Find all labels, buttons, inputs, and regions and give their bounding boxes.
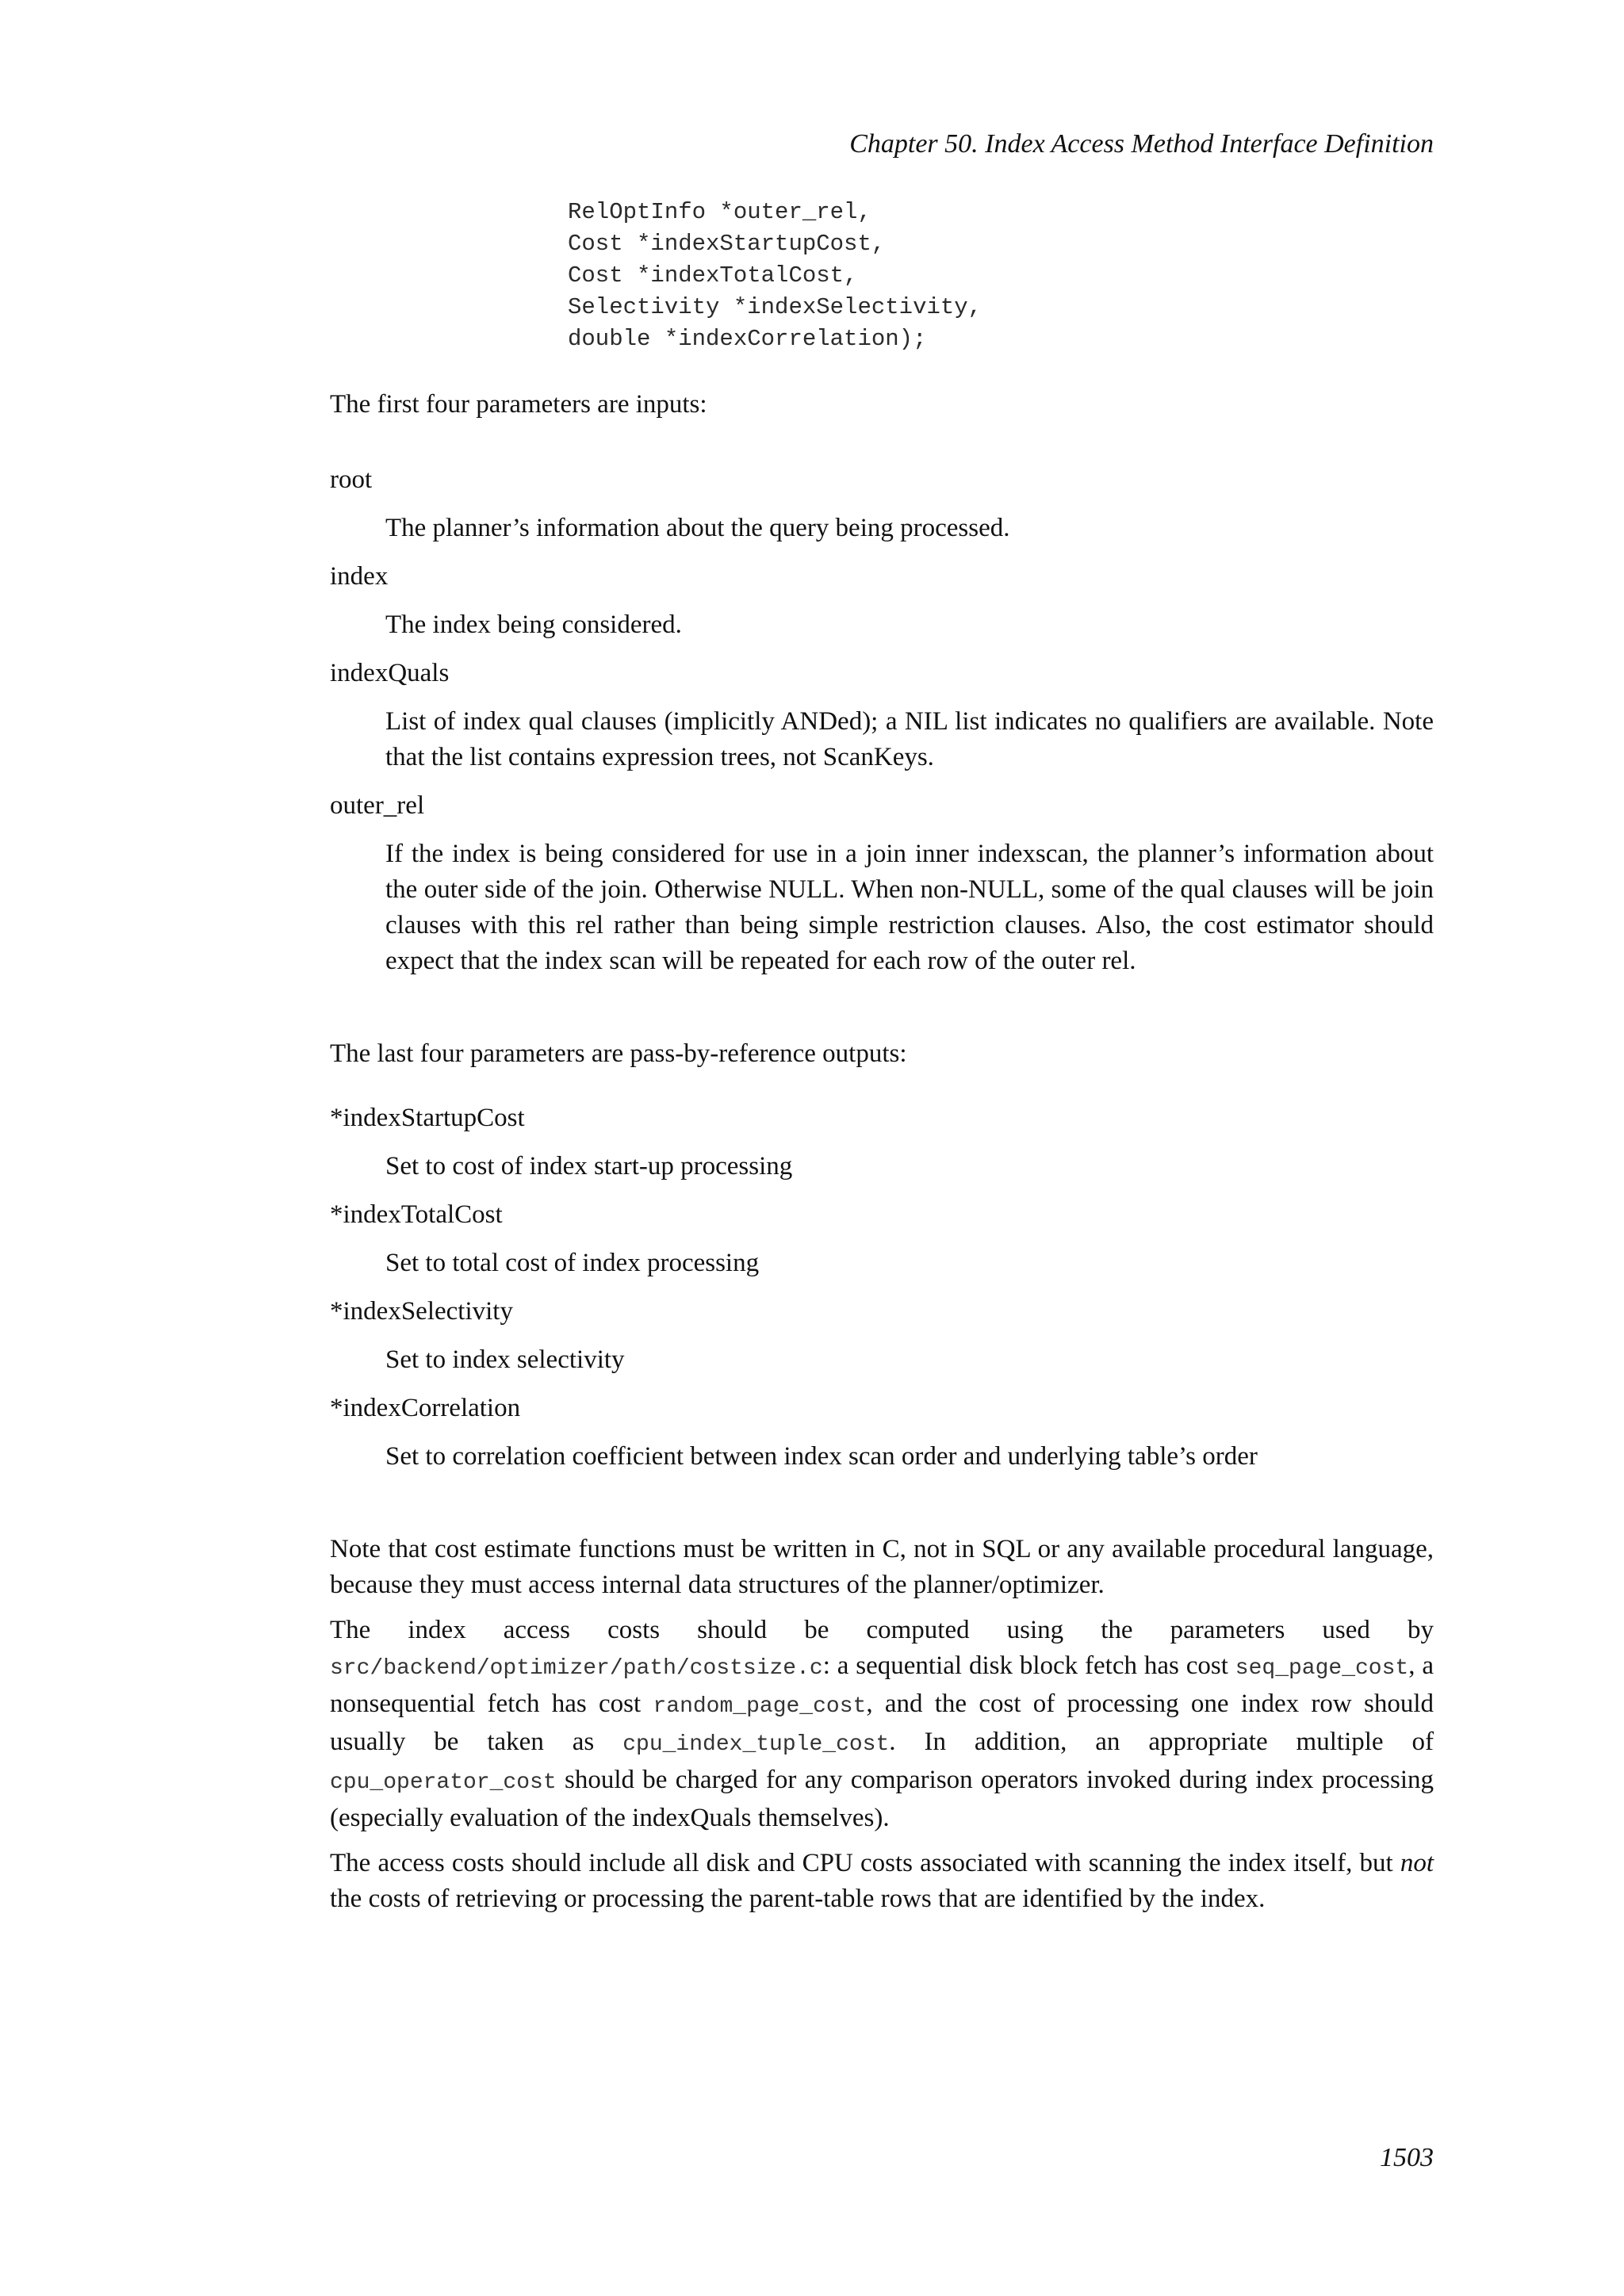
random-page-cost-code: random_page_cost bbox=[653, 1694, 867, 1719]
outputs-intro: The last four parameters are pass-by-reference outputs: bbox=[330, 1039, 907, 1068]
text-span: should be charged for any comparison operators invoked during index processing (especially evaluation of the indexQuals themselves). bbox=[330, 1766, 1434, 1832]
text-span: . In addition, an appropriate multiple of bbox=[889, 1728, 1434, 1756]
param-desc-index-startup-cost: Set to cost of index start-up processing bbox=[385, 1152, 793, 1181]
access-costs-paragraph bbox=[330, 1846, 1434, 1917]
param-term-outer-rel: outer_rel bbox=[330, 791, 425, 820]
param-term-indexquals: indexQuals bbox=[330, 659, 450, 687]
text-span: the costs of retrieving or processing the parent-table rows that are identified by the index. bbox=[330, 1885, 1266, 1913]
text-span: : a sequential disk block fetch has cost bbox=[822, 1651, 1235, 1680]
param-term-index: index bbox=[330, 562, 389, 591]
chapter-header: Chapter 50. Index Access Method Interface Definition bbox=[849, 129, 1434, 159]
page-content bbox=[330, 197, 1434, 1927]
code-block bbox=[568, 197, 1434, 355]
inputs-list bbox=[330, 462, 1434, 979]
cpu-operator-cost-code: cpu_operator_cost bbox=[330, 1770, 557, 1795]
text-span: The index access costs should be computed using the parameters used by bbox=[330, 1616, 1434, 1644]
code-line: double *indexCorrelation); bbox=[568, 326, 927, 352]
param-desc-indexquals: List of index qual clauses (implicitly ANDed); a NIL list indicates no qualifiers are available. Note that the list contains expression trees, not ScanKeys. bbox=[385, 707, 1434, 771]
param-term-index-startup-cost: *indexStartupCost bbox=[330, 1104, 525, 1132]
seq-page-cost-code: seq_page_cost bbox=[1235, 1656, 1409, 1681]
param-desc-index-selectivity: Set to index selectivity bbox=[385, 1345, 625, 1374]
code-line: Cost *indexStartupCost, bbox=[568, 231, 886, 257]
code-line: Selectivity *indexSelectivity, bbox=[568, 294, 982, 320]
param-desc-index-correlation: Set to correlation coefficient between index scan order and underlying table’s order bbox=[385, 1442, 1258, 1471]
param-term-index-correlation: *indexCorrelation bbox=[330, 1394, 521, 1422]
cost-parameters-paragraph bbox=[330, 1613, 1434, 1836]
cpu-index-tuple-cost-code: cpu_index_tuple_cost bbox=[622, 1732, 890, 1757]
page-number: 1503 bbox=[1380, 2143, 1434, 2172]
code-line: Cost *indexTotalCost, bbox=[568, 262, 858, 289]
cost-function-language-note: Note that cost estimate functions must be written in C, not in SQL or any available procedural language, because they must access internal data structures of the planner/optimizer. bbox=[330, 1535, 1434, 1599]
text-span: , and the cost of processing one index row should usually be taken as bbox=[330, 1689, 1434, 1756]
param-term-index-total-cost: *indexTotalCost bbox=[330, 1200, 503, 1229]
param-desc-index-total-cost: Set to total cost of index processing bbox=[385, 1249, 760, 1277]
costsize-path: src/backend/optimizer/path/costsize.c bbox=[330, 1656, 823, 1681]
param-term-index-selectivity: *indexSelectivity bbox=[330, 1297, 513, 1326]
param-desc-outer-rel: If the index is being considered for use in a join inner indexscan, the planner’s information about the outer side of the join. Otherwise NULL. When non-NULL, some of the qual clauses will be join clauses with this rel rather than being simple restriction clauses. Also, the cost estimator should expect that the index scan will be repeated for each row of the outer rel. bbox=[385, 840, 1434, 975]
inputs-intro: The first four parameters are inputs: bbox=[330, 390, 707, 419]
outputs-list bbox=[330, 1100, 1434, 1475]
code-line: RelOptInfo *outer_rel, bbox=[568, 199, 871, 225]
text-span: The access costs should include all disk and CPU costs associated with scanning the index itself, but bbox=[330, 1849, 1400, 1877]
param-term-root: root bbox=[330, 465, 373, 494]
text-span: , a nonsequential fetch has cost bbox=[330, 1651, 1434, 1718]
emphasis-not: not bbox=[1400, 1849, 1434, 1877]
param-desc-root: The planner’s information about the query being processed. bbox=[385, 514, 1010, 542]
param-desc-index: The index being considered. bbox=[385, 610, 682, 639]
